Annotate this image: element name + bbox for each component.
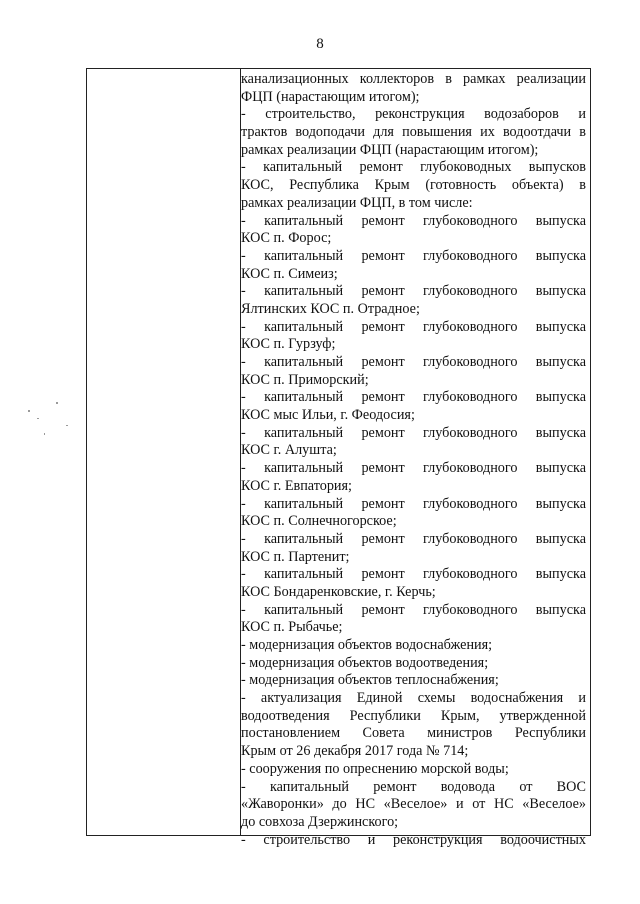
text-line: ФЦП (нарастающим итогом); <box>241 88 420 105</box>
text-line: - капитальный ремонт глубоководных выпусков <box>241 159 586 176</box>
text-line: канализационных коллекторов в рамках реализации <box>241 71 586 87</box>
scan-speck <box>28 410 30 412</box>
text-line: - капитальный ремонт глубоководного выпуска <box>241 389 586 406</box>
text-line: КОС, Республика Крым (готовность объекта) в <box>241 177 586 194</box>
text-line: «Жаворонки» до НС «Веселое» и от НС «Веселое» <box>241 796 586 813</box>
text-line: Ялтинских КОС п. Отрадное; <box>241 300 420 317</box>
text-line: - капитальный ремонт глубоководного выпуска <box>241 212 586 229</box>
table-left-column <box>87 69 241 835</box>
text-line: - строительство, реконструкция водозаборов и <box>241 106 586 123</box>
text-line: Крым от 26 декабря 2017 года № 714; <box>241 743 469 760</box>
text-line: - капитальный ремонт глубоководного выпуска <box>241 530 586 547</box>
text-line: - капитальный ремонт глубоководного выпуска <box>241 566 586 583</box>
text-line: до совхоза Дзержинского; <box>241 813 399 830</box>
text-line: - капитальный ремонт водовода от ВОС <box>241 778 586 795</box>
page-number: 8 <box>316 36 324 52</box>
text-line: - модернизация объектов теплоснабжения; <box>241 672 499 689</box>
text-line: - капитальный ремонт глубоководного выпуска <box>241 283 586 300</box>
scan-speck <box>66 425 68 426</box>
text-line: КОС г. Евпатория; <box>241 477 352 494</box>
text-line: КОС г. Алушта; <box>241 442 337 459</box>
text-line: КОС п. Партенит; <box>241 548 350 565</box>
text-line: - капитальный ремонт глубоководного выпуска <box>241 601 586 618</box>
text-line: КОС п. Симеиз; <box>241 265 338 282</box>
text-line: - строительство и реконструкция водоочистных <box>241 831 586 848</box>
text-line: КОС п. Рыбачье; <box>241 619 343 636</box>
text-line: КОС п. Гурзуф; <box>241 336 336 353</box>
document-table <box>86 68 591 848</box>
text-line: постановлением Совета министров Республики <box>241 725 586 742</box>
text-line: - капитальный ремонт глубоководного выпуска <box>241 354 586 370</box>
text-line: - капитальный ремонт глубоководного выпуска <box>241 318 586 335</box>
scan-speck <box>56 402 58 404</box>
text-line: трактов водоподачи для повышения их водоотдачи в <box>241 124 586 141</box>
text-line: - модернизация объектов водоотведения; <box>241 654 489 671</box>
scan-speck <box>44 433 45 435</box>
text-line: КОС п. Приморский; <box>241 371 369 388</box>
text-line: - модернизация объектов водоснабжения; <box>241 637 493 653</box>
text-line: водоотведения Республики Крым, утвержденной <box>241 707 586 724</box>
text-line: - актуализация Единой схемы водоснабжения и <box>241 690 586 707</box>
text-line: КОС Бондаренковские, г. Керчь; <box>241 583 436 600</box>
text-line: - капитальный ремонт глубоководного выпуска <box>241 460 586 477</box>
scan-speck <box>37 418 39 419</box>
text-line: рамках реализации ФЦП, в том числе: <box>241 194 473 211</box>
text-line: - капитальный ремонт глубоководного выпуска <box>241 247 586 264</box>
text-line: КОС п. Солнечногорское; <box>241 513 397 530</box>
text-line: - капитальный ремонт глубоководного выпуска <box>241 424 586 441</box>
text-line: КОС п. Форос; <box>241 230 332 247</box>
text-line: - капитальный ремонт глубоководного выпуска <box>241 495 586 512</box>
text-line: - сооружения по опреснению морской воды; <box>241 760 509 777</box>
text-line: рамках реализации ФЦП (нарастающим итогом); <box>241 141 539 158</box>
text-line: КОС мыс Ильи, г. Феодосия; <box>241 407 415 424</box>
table-right-column <box>241 71 586 849</box>
